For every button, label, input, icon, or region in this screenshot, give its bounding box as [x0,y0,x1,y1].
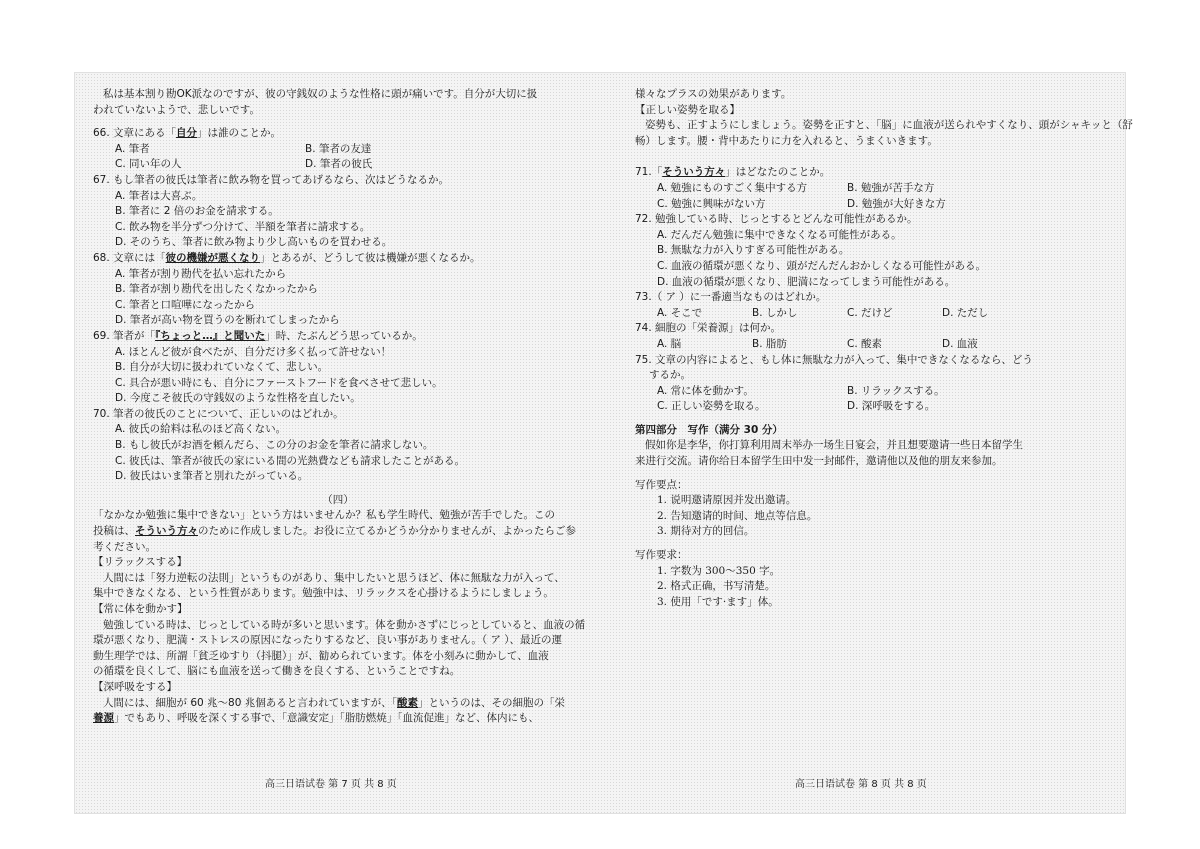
option: A. 常に体を動かす。 [657,384,754,397]
option: D. 勉強が大好きな方 [847,197,946,210]
question-68: 68. 文章には「彼の機嫌が悪くなり」とあるが、どうして彼は機嫌が悪くなるか。 [93,251,481,264]
question-74: 74. 細胞の「栄養源」は何か。 [635,322,782,335]
options-row [657,306,1105,322]
option: D. 血液 [942,337,978,350]
options-row [115,157,583,173]
option: B. 筆者の友達 [305,142,372,155]
option: D. 深呼吸をする。 [847,400,936,413]
exam-sheet [74,72,1133,814]
passage-line: 姿勢も、正すようにしましょう。姿勢を正すと、「脳」に血液が送られやすくなり、頭がシャキッと（舒 [645,119,1133,132]
writing-req-title: 写作要求： [635,549,688,562]
question-75: 75. 文章の内容によると、もし体に無駄な力が入って、集中できなくなるなら、どう [635,353,1033,366]
option: A. 筆者は大喜ぶ。 [115,189,203,202]
passage-line: 人間には「努力逆転の法則」というものがあり、集中したいと思うほど、体に無駄な力が入って、 [103,571,565,584]
underlined-term: 酸素 [396,696,418,709]
passage-line: 考ください。 [93,540,156,553]
passage-line: 集中できなくなる、という性質があります。勉強中は、リラックスを心掛けるようにしましょう。 [93,587,554,600]
option: C. 血液の循環が悪くなり、頭がだんだんおかしくなる可能性がある。 [657,259,987,272]
passage-subheading: 【常に体を動かす】 [93,603,188,615]
underlined-term: 自分 [176,127,198,140]
option: B. リラックスする。 [847,384,945,397]
option: D. 筆者の彼氏 [305,158,373,171]
option: A. 筆者が割り勘代を払い忘れたから [115,267,287,280]
option: C. 正しい姿勢を取る。 [657,400,766,413]
page-footer: 高三日语试卷 第 8 页 共 8 页 [795,779,927,790]
writing-prompt: 来进行交流。请你给日本留学生田中发一封邮件，邀请他以及他的朋友来参加。 [635,455,1003,468]
option: B. 自分が大切に扱われていなくて、悲しい。 [115,361,329,374]
intro-line: 私は基本割り勘OK派なのですが、彼の守銭奴のような性格に頭が痛いです。自分が大切に扱 [103,88,538,100]
option: A. そこで [657,306,703,319]
passage-subheading: 【正しい姿勢を取る】 [635,103,740,116]
section-heading: （四） [322,493,354,506]
option: B. 勉強が苦手な方 [847,181,935,194]
options-row [657,384,1105,400]
option: A. ほとんど彼が食べたが、自分だけ多く払って許せない！ [115,345,392,358]
option: B. もし彼氏がお酒を頼んだら、この分のお金を筆者に請求しない。 [115,439,434,452]
option: A. 脳 [657,337,682,350]
options-row [657,399,1105,415]
option: B. 筆者に 2 倍のお金を請求する。 [115,205,279,218]
question-66: 66. 文章にある「自分」は誰のことか。 [93,127,282,140]
option: B. 脂肪 [752,337,787,350]
option: D. 血液の循環が悪くなり、肥満になってしまう可能性がある。 [657,275,956,288]
option: D. ただし [942,306,989,319]
option: C. 彼氏は、筆者が彼氏の家にいる間の光熱費なども請求したことがある。 [115,454,466,467]
option: C. 具合が悪い時にも、自分にファーストフードを食べさせて悲しい。 [115,376,443,389]
passage-line: 環が悪くなり、肥満・ストレスの原因になったりするなど、良い事がありません。（ ア ）、最近の運 [93,634,562,647]
passage-line: 動生理学では、所謂「貧乏ゆすり（抖腿）」が、勧められています。体を小刻みに動かして、血液 [93,649,549,662]
options-row [115,142,583,158]
page-7 [93,87,586,727]
question-67: 67. もし筆者の彼氏は筆者に飲み物を買ってあげるなら、次はどうなるか。 [93,173,450,186]
option: A. だんだん勉強に集中できなくなる可能性がある。 [657,228,902,241]
option: B. しかし [752,306,798,319]
page-8 [635,87,1133,610]
option: A. 筆者 [115,142,150,155]
option: D. 彼氏はいま筆者と別れたがっている。 [115,470,309,483]
options-row [657,197,1105,213]
underlined-term: そういう方々 [135,525,198,538]
option: C. 酸素 [847,337,883,350]
page-footer: 高三日语试卷 第 7 页 共 8 页 [265,779,397,790]
underlined-term: そういう方々 [662,166,726,179]
option: B. 無駄な力が入りすぎる可能性がある。 [657,244,850,257]
writing-point: 2. 告知邀请的时间、地点等信息。 [657,509,818,522]
passage-line: 「なかなか勉強に集中できない」という方はいませんか？私も学生時代、勉強が苦手でした。この [93,509,555,522]
options-row [657,337,1105,353]
writing-req: 2. 格式正确，书写清楚。 [657,580,776,593]
option: B. 筆者が割り勘代を出したくなかったから [115,283,318,296]
writing-points-title: 写作要点： [635,478,688,491]
passage-line: 養源」でもあり、呼吸を深くする事で、「意識安定」「脂肪燃焼」「血流促進」など、体内にも、 [93,712,540,725]
writing-point: 3. 期待对方的回信。 [657,525,755,538]
passage-line: 投稿は、そういう方々のために作成しました。お役に立てるかどうか分かりませんが、よかったらご参 [93,525,576,538]
writing-req: 3. 使用「です·ます」体。 [657,595,779,608]
option: D. 今度こそ彼氏の守銭奴のような性格を直したい。 [115,392,361,405]
question-69: 69. 筆者が「『ちょっと…』と聞いた」時、たぶんどう思っているか。 [93,329,423,342]
option: A. 彼氏の給料は私のほど高くない。 [115,423,287,436]
passage-subheading: 【リラックスする】 [93,556,188,569]
passage-line: 様々なプラスの効果があります。 [635,88,792,100]
question-75-cont: するか。 [649,369,691,382]
passage-line: 勉強している時は、じっとしている時が多いと思います。体を動かさずにじっとしていると、血液の循 [103,618,586,631]
option: C. 勉強に興味がない方 [657,197,766,210]
underlined-term: 彼の機嫌が悪くなり [165,251,261,264]
option: C. 飲み物を半分ずつ分けて、半額を筆者に請求する。 [115,220,371,233]
question-73: 73.（ ア ）に一番適当なものはどれか。 [635,291,827,304]
option: C. だけど [847,306,893,319]
passage-subheading: 【深呼吸をする】 [93,680,177,693]
passage-line: の循環を良くして、脳にも血液を送って働きを良くする、ということですね。 [93,665,461,678]
option: C. 同い年の人 [115,158,182,171]
underlined-term: 『ちょっと…』と聞いた [155,329,266,342]
question-70: 70. 筆者の彼氏のことについて、正しいのはどれか。 [93,407,344,420]
intro-line: われていないようで、悲しいです。 [93,103,260,116]
writing-point: 1. 说明邀请原因并发出邀请。 [657,494,797,507]
option: D. 筆者が高い物を買うのを断れてしまったから [115,314,340,327]
writing-prompt: 假如你是李华，你打算利用周末举办一场生日宴会，并且想要邀请一些日本留学生 [645,439,1023,452]
underlined-term: 養源 [93,712,114,725]
option: D. そのうち、筆者に飲み物より少し高いものを買わせる。 [115,236,393,249]
options-row [657,181,1105,197]
writing-req: 1. 字数为 300～350 字。 [657,564,781,577]
question-71: 71.「そういう方々」はどなたのことか。 [635,166,831,179]
question-72: 72. 勉強している時、じっとするとどんな可能性があるか。 [635,213,918,226]
passage-line: 人間には、細胞が 60 兆～80 兆個あると言われていますが、「酸素」というのは、その細胞の「栄 [103,696,565,709]
option: A. 勉強にものすごく集中する方 [657,181,808,194]
passage-line: 畅）します。腰・背中あたりに力を入れると、うまくいきます。 [635,134,938,147]
writing-section-title: 第四部分 写作（满分 30 分） [635,423,783,436]
option: C. 筆者と口喧嘩になったから [115,298,256,311]
